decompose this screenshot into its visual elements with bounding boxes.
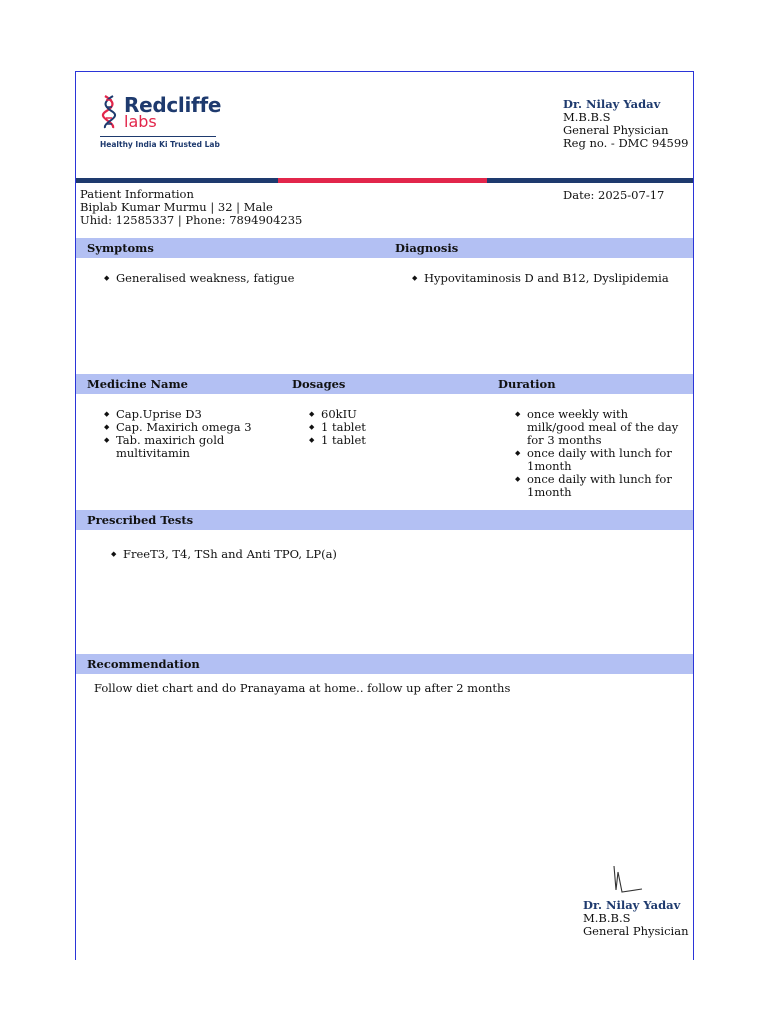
patient-heading: Patient Information: [80, 187, 194, 201]
medicine-name-header: Medicine Name: [87, 377, 188, 391]
list-item: ◆ once weekly with milk/good meal of the day for 3 months: [515, 408, 685, 447]
list-item: ◆ Cap. Maxirich omega 3: [104, 421, 274, 434]
patient-info: [80, 188, 302, 227]
list-item: ◆ 1 tablet: [309, 434, 479, 447]
doctor-degree: M.B.B.S: [563, 110, 611, 124]
list-item: ◆ FreeT3, T4, TSh and Anti TPO, LP(a): [111, 548, 611, 561]
recommendation-header-band: [76, 654, 693, 674]
recommendation-header: Recommendation: [87, 657, 200, 671]
list-item: ◆ Tab. maxirich gold multivitamin: [104, 434, 274, 460]
signature-degree: M.B.B.S: [583, 911, 631, 925]
list-item: ◆ Cap.Uprise D3: [104, 408, 274, 421]
signature-block: [583, 899, 689, 938]
brand-subname: labs: [124, 112, 157, 131]
tests-list: [111, 548, 611, 561]
tests-header-band: [76, 510, 693, 530]
duration-header: Duration: [498, 377, 556, 391]
list-item: ◆ Generalised weakness, fatigue: [104, 272, 374, 285]
brand-tagline: Healthy India Ki Trusted Lab: [100, 140, 220, 149]
list-item: ◆ once daily with lunch for 1month: [515, 447, 685, 473]
medicine-header: [76, 374, 693, 394]
symptoms-list: [104, 272, 374, 285]
dosage-header: Dosages: [292, 377, 346, 391]
list-item: ◆ once daily with lunch for 1month: [515, 473, 685, 499]
list-item: ◆ 60kIU: [309, 408, 479, 421]
dna-helix-icon: [101, 94, 121, 130]
symptoms-header: Symptoms: [87, 241, 154, 255]
list-item: ◆ 1 tablet: [309, 421, 479, 434]
brand-name: Redcliffe: [124, 93, 222, 117]
medicine-name-list: [104, 408, 274, 460]
symptoms-diagnosis-header: [76, 238, 693, 258]
patient-contact: Uhid: 12585337 | Phone: 7894904235: [80, 213, 303, 227]
doctor-specialty: General Physician: [563, 123, 669, 137]
doctor-name: Dr. Nilay Yadav: [563, 97, 661, 111]
recommendation-text: Follow diet chart and do Pranayama at home.. follow up after 2 months: [94, 681, 511, 695]
logo-divider: [100, 136, 216, 137]
doctor-header: [563, 98, 689, 150]
header-stripe: [76, 178, 693, 183]
signature-doctor-name: Dr. Nilay Yadav: [583, 898, 681, 912]
diagnosis-header: Diagnosis: [395, 241, 459, 255]
signature-image: [606, 862, 646, 896]
list-item: ◆ Hypovitaminosis D and B12, Dyslipidemia: [412, 272, 687, 285]
signature-specialty: General Physician: [583, 924, 689, 938]
dosage-list: [309, 408, 479, 447]
doctor-reg: Reg no. - DMC 94599: [563, 136, 689, 150]
tests-header: Prescribed Tests: [87, 513, 194, 527]
patient-details: Biplab Kumar Murmu | 32 | Male: [80, 200, 273, 214]
diagnosis-list: [412, 272, 687, 285]
prescription-date: Date: 2025-07-17: [563, 188, 665, 202]
redcliffe-logo: [100, 93, 220, 153]
duration-list: [515, 408, 685, 499]
